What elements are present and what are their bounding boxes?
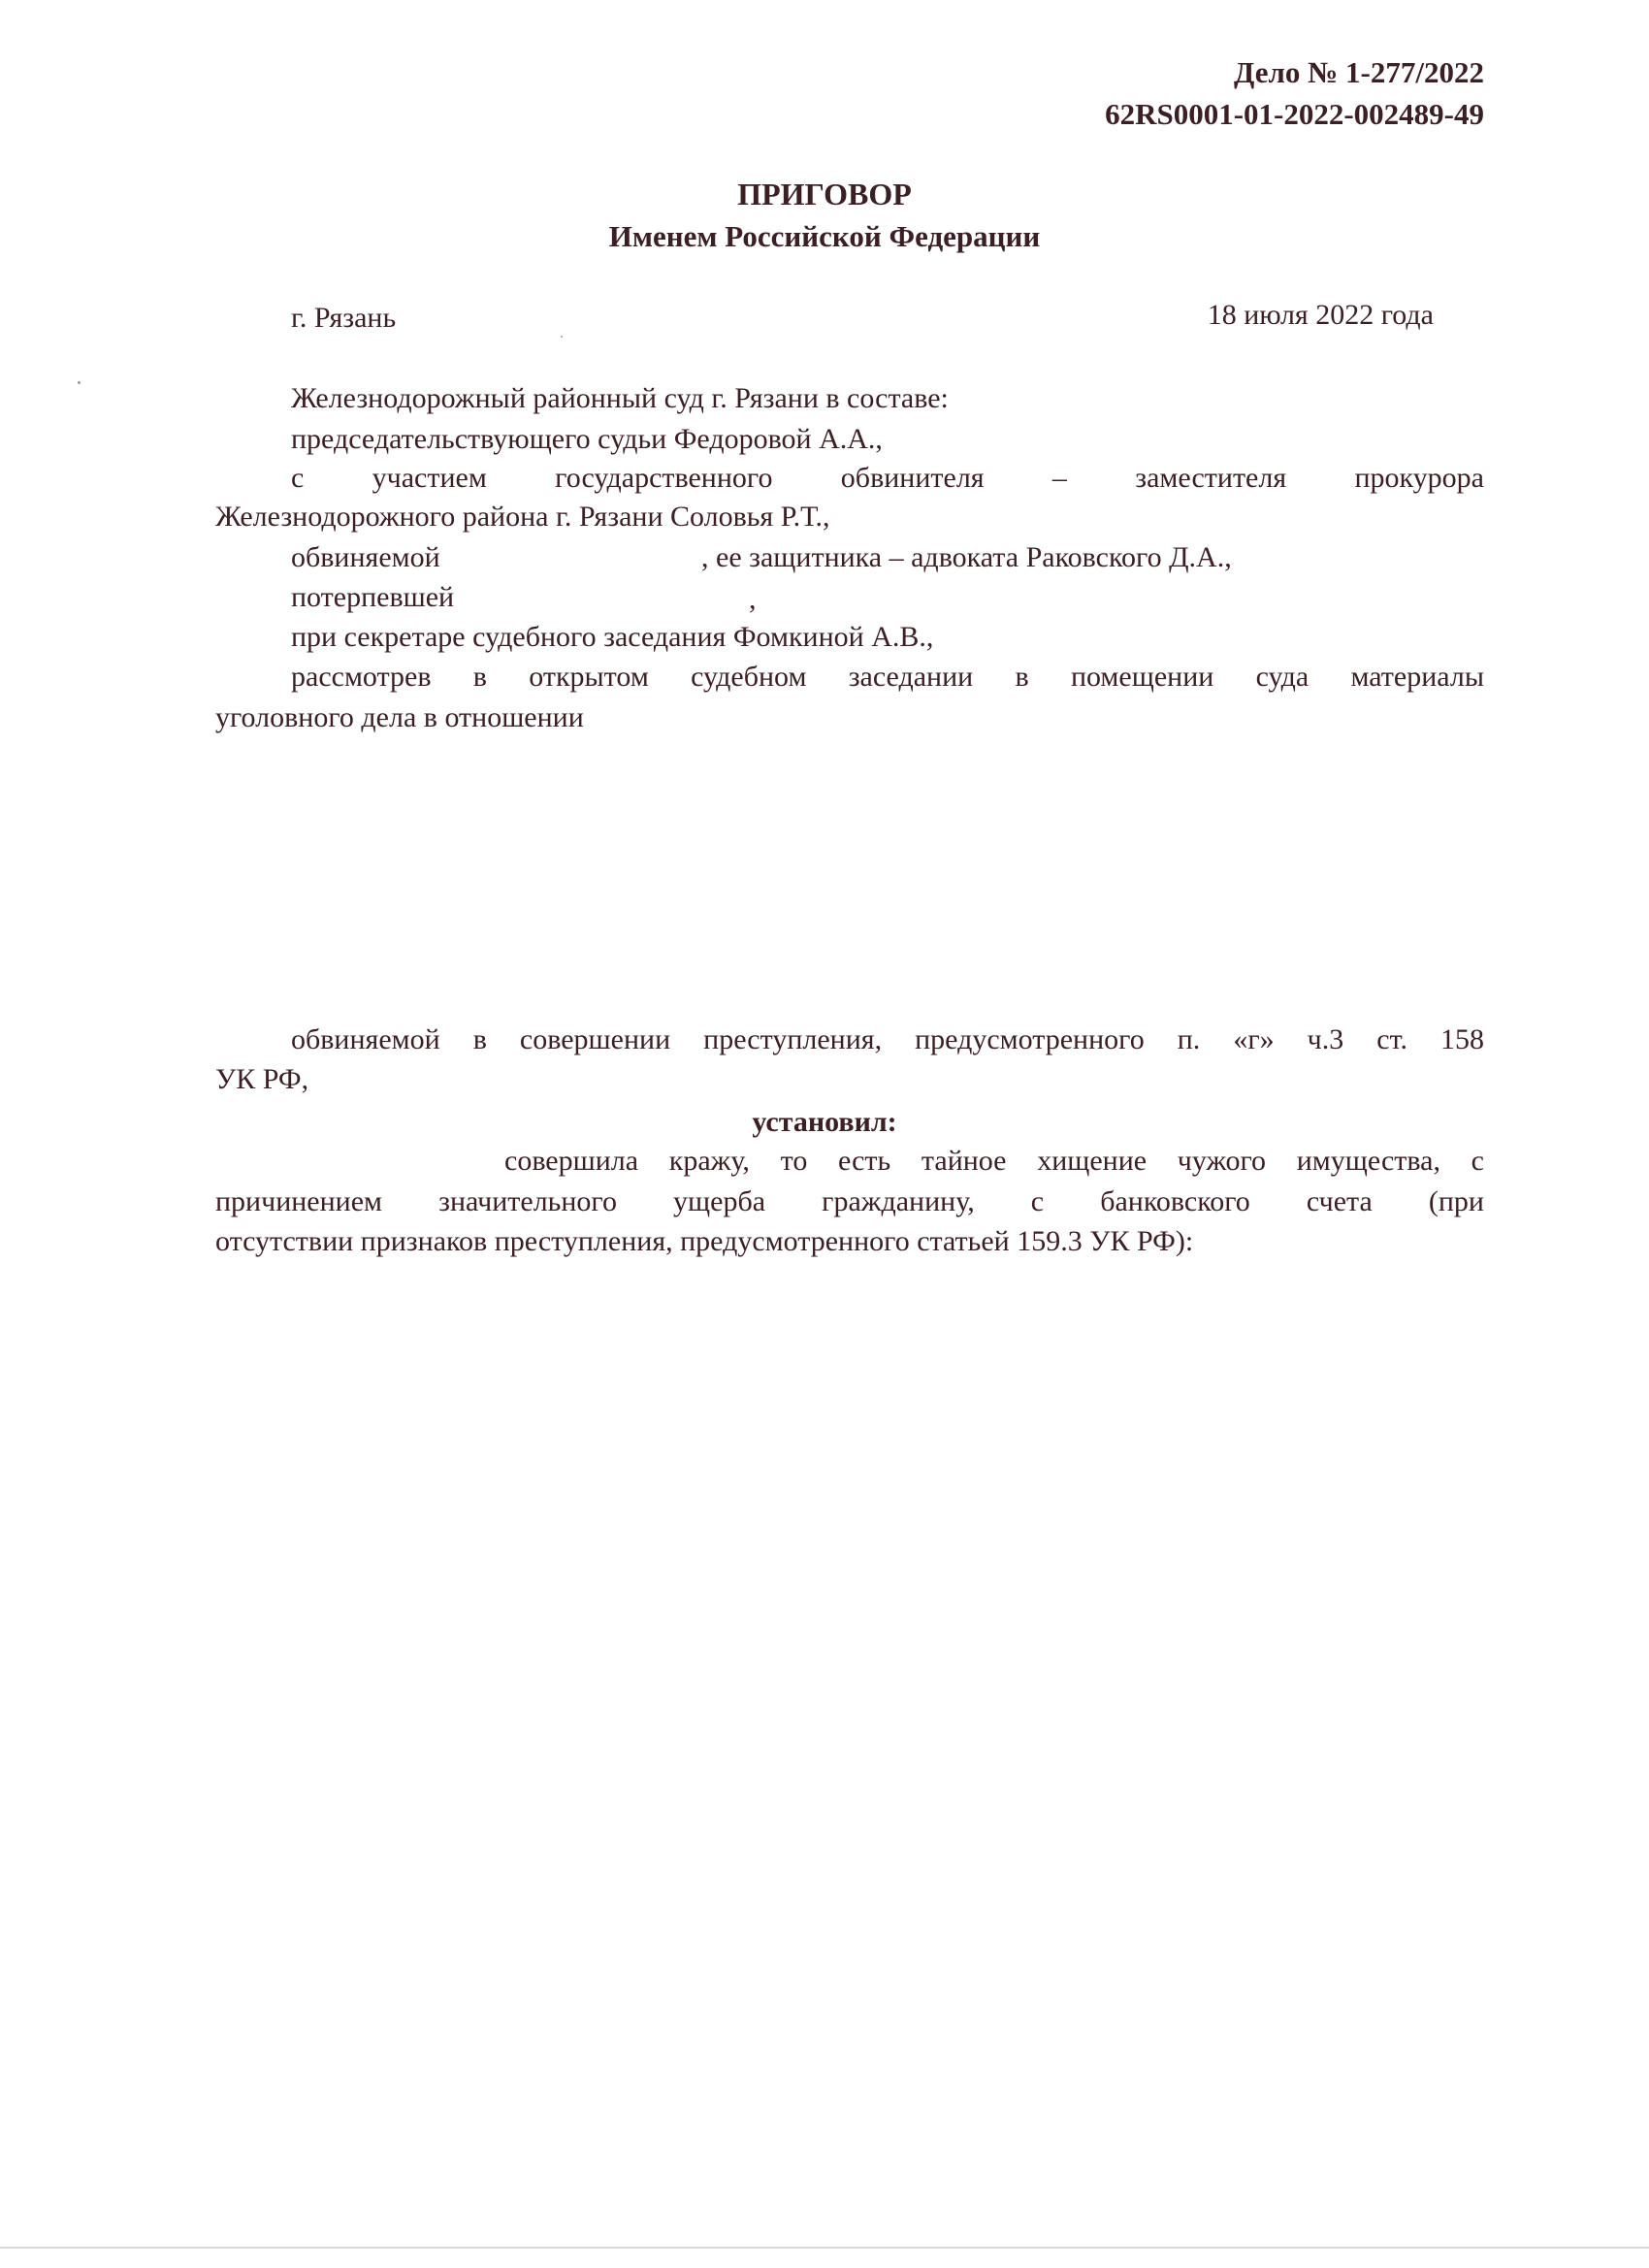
established-line-3: отсутствии признаков преступления, предусмотренного статьей 159.3 УК РФ): — [215, 1225, 1194, 1257]
scan-speck — [561, 336, 563, 338]
court-line: Железнодорожный районный суд г. Рязани в составе: — [291, 382, 949, 414]
established-heading: установил: — [752, 1106, 897, 1138]
established-line-1: совершила кражу, то есть тайное хищение чужого имущества, с — [504, 1145, 1484, 1177]
victim-label: потерпевшей — [291, 581, 455, 613]
considered-line-1: рассмотрев в открытом судебном заседании в помещении суда материалы — [291, 661, 1484, 693]
prosecutor-line-2: Железнодорожного района г. Рязани Соловья Р.Т., — [215, 501, 830, 533]
prosecutor-line-1: с участием государственного обвинителя – заместителя прокурора — [291, 462, 1484, 494]
victim-comma: , — [749, 583, 757, 615]
city: г. Рязань — [291, 302, 397, 334]
charge-line-1: обвиняемой в совершении преступления, предусмотренного п. «г» ч.3 ст. 158 — [291, 1023, 1484, 1055]
considered-line-2: уголовного дела в отношении — [215, 701, 584, 733]
case-id: 62RS0001-01-2022-002489-49 — [1105, 97, 1484, 131]
accused-defender: , ее защитника – адвоката Раковского Д.А., — [701, 541, 1232, 573]
established-line-2: причинением значительного ущерба гражданину, с банковского счета (при — [215, 1185, 1484, 1217]
case-number: Дело № 1-277/2022 — [1234, 55, 1484, 89]
secretary-line: при секретаре судебного заседания Фомкиной А.В., — [291, 621, 934, 653]
document-subtitle: Именем Российской Федерации — [608, 219, 1041, 253]
accused-label: обвиняемой — [291, 541, 440, 573]
judge-line: председательствующего судьи Федоровой А.А., — [291, 423, 883, 455]
document-title: ПРИГОВОР — [737, 177, 912, 211]
scan-speck — [78, 381, 81, 384]
date: 18 июля 2022 года — [1207, 299, 1434, 331]
charge-line-2: УК РФ, — [215, 1063, 309, 1095]
scan-edge-line — [0, 2247, 1649, 2249]
